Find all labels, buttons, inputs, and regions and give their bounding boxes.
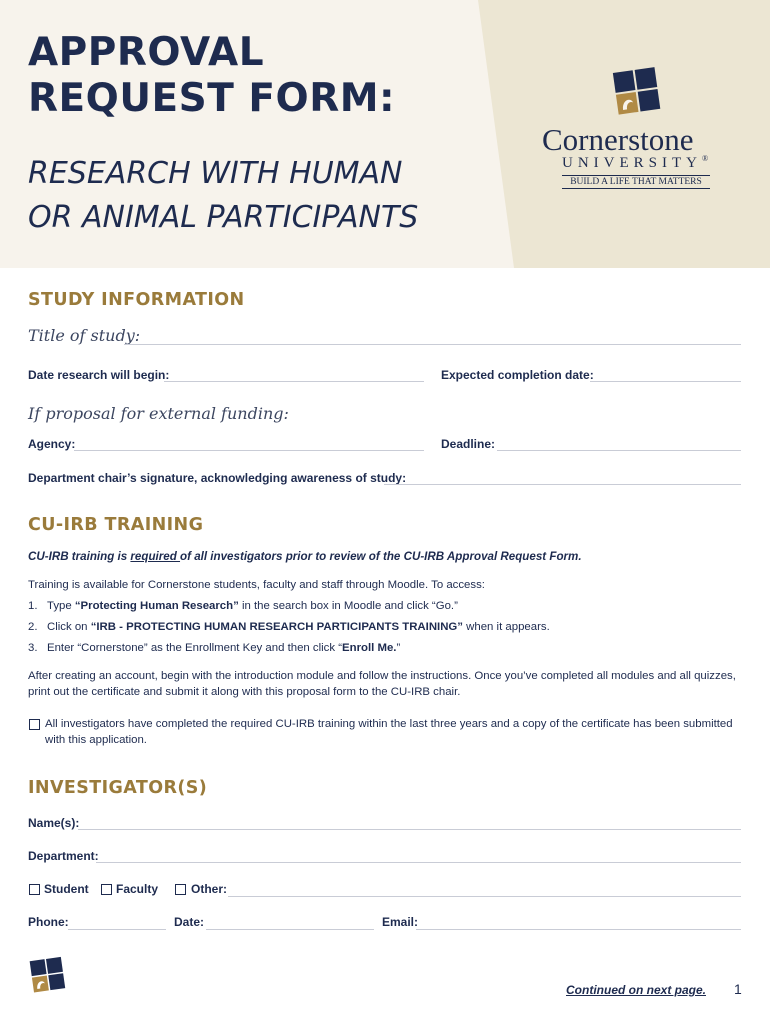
email-field[interactable] (416, 929, 741, 930)
names-label: Name(s): (28, 816, 80, 830)
continued-next-page-link[interactable]: Continued on next page. (566, 983, 706, 997)
date-label: Date: (174, 915, 205, 929)
training-requirement (28, 549, 582, 565)
step-2-bold: “IRB - PROTECTING HUMAN RESEARCH PARTICIPANTS TRAINING” (90, 621, 463, 633)
step-1-pre: Type (47, 600, 75, 612)
email-label: Email: (382, 915, 419, 929)
investigators-heading: INVESTIGATOR(S) (28, 778, 208, 798)
page-title (28, 30, 395, 122)
page-subtitle (28, 152, 418, 240)
student-label: Student (44, 882, 89, 896)
names-field[interactable] (78, 829, 741, 830)
other-label: Other: (191, 882, 227, 896)
step-1-bold: “Protecting Human Research” (74, 600, 239, 612)
subtitle-line-2: OR ANIMAL PARTICIPANTS (28, 200, 419, 235)
footer-logo-mark (26, 956, 68, 998)
chair-signature-field[interactable] (384, 484, 741, 485)
req-post: of all investigators prior to review of the CU-IRB Approval Request Form. (180, 550, 582, 563)
department-label: Department: (28, 849, 99, 863)
step-3-pre: Enter “Cornerstone” as the Enrollment Key and then click “ (47, 642, 343, 654)
training-confirmation-text: All investigators have completed the required CU-IRB training within the last three years and a copy of the certificate has been submitted with this application. (45, 718, 733, 746)
faculty-label: Faculty (116, 882, 159, 896)
department-field[interactable] (96, 862, 741, 863)
training-step-2 (28, 619, 550, 635)
training-after-text: After creating an account, begin with the introduction module and follow the instructions. Once you’ve completed all modules and all quizzes, print out the certificate and submit it along with this proposal form to the CU-IRB chair. (28, 670, 736, 698)
deadline-label: Deadline: (441, 437, 496, 451)
phone-field[interactable] (68, 929, 166, 930)
external-funding-prompt: If proposal for external funding: (28, 404, 289, 423)
step-1-number: 1. (28, 600, 38, 612)
req-underlined: required (130, 550, 181, 563)
completion-date-label: Expected completion date: (441, 368, 594, 382)
title-line-2: REQUEST FORM: (28, 76, 396, 121)
req-pre: CU-IRB training is (28, 550, 131, 563)
logo-wordmark: Cornerstone (542, 122, 694, 157)
logo-university (562, 154, 708, 172)
training-step-3 (28, 640, 400, 656)
cornerstone-logo-mark (608, 66, 664, 122)
training-step-1 (28, 598, 458, 614)
title-of-study-prompt: Title of study: (28, 326, 141, 345)
study-information-heading: STUDY INFORMATION (28, 290, 245, 310)
step-3-post: ” (396, 642, 401, 654)
completion-date-field[interactable] (590, 381, 741, 382)
logo-registered-mark: ® (702, 154, 709, 163)
date-begin-field[interactable] (164, 381, 424, 382)
date-field[interactable] (206, 929, 374, 930)
step-2-number: 2. (28, 621, 38, 633)
cu-irb-training-heading: CU-IRB TRAINING (28, 515, 204, 535)
subtitle-line-1: RESEARCH WITH HUMAN (28, 156, 403, 191)
other-checkbox[interactable] (175, 884, 186, 895)
agency-label: Agency: (28, 437, 76, 451)
chair-signature-label: Department chair’s signature, acknowledging awareness of study: (28, 471, 407, 485)
page-number: 1 (734, 981, 742, 997)
logo-university-text: UNIVERSITY (562, 155, 702, 171)
deadline-field[interactable] (497, 450, 741, 451)
student-checkbox[interactable] (29, 884, 40, 895)
title-of-study-field[interactable] (124, 344, 741, 345)
agency-field[interactable] (74, 450, 424, 451)
training-confirmation-checkbox[interactable] (29, 719, 40, 730)
title-line-1: APPROVAL (28, 30, 265, 75)
step-2-post: when it appears. (463, 621, 550, 633)
step-1-post: in the search box in Moodle and click “Go.” (238, 600, 458, 612)
phone-label: Phone: (28, 915, 69, 929)
training-availability: Training is available for Cornerstone students, faculty and staff through Moodle. To access: (28, 579, 485, 591)
step-3-bold: Enroll Me. (342, 642, 397, 654)
logo-tagline: BUILD A LIFE THAT MATTERS (562, 175, 710, 189)
step-3-number: 3. (28, 642, 38, 654)
step-2-pre: Click on (47, 621, 91, 633)
other-field[interactable] (228, 896, 741, 897)
date-begin-label: Date research will begin: (28, 368, 170, 382)
faculty-checkbox[interactable] (101, 884, 112, 895)
